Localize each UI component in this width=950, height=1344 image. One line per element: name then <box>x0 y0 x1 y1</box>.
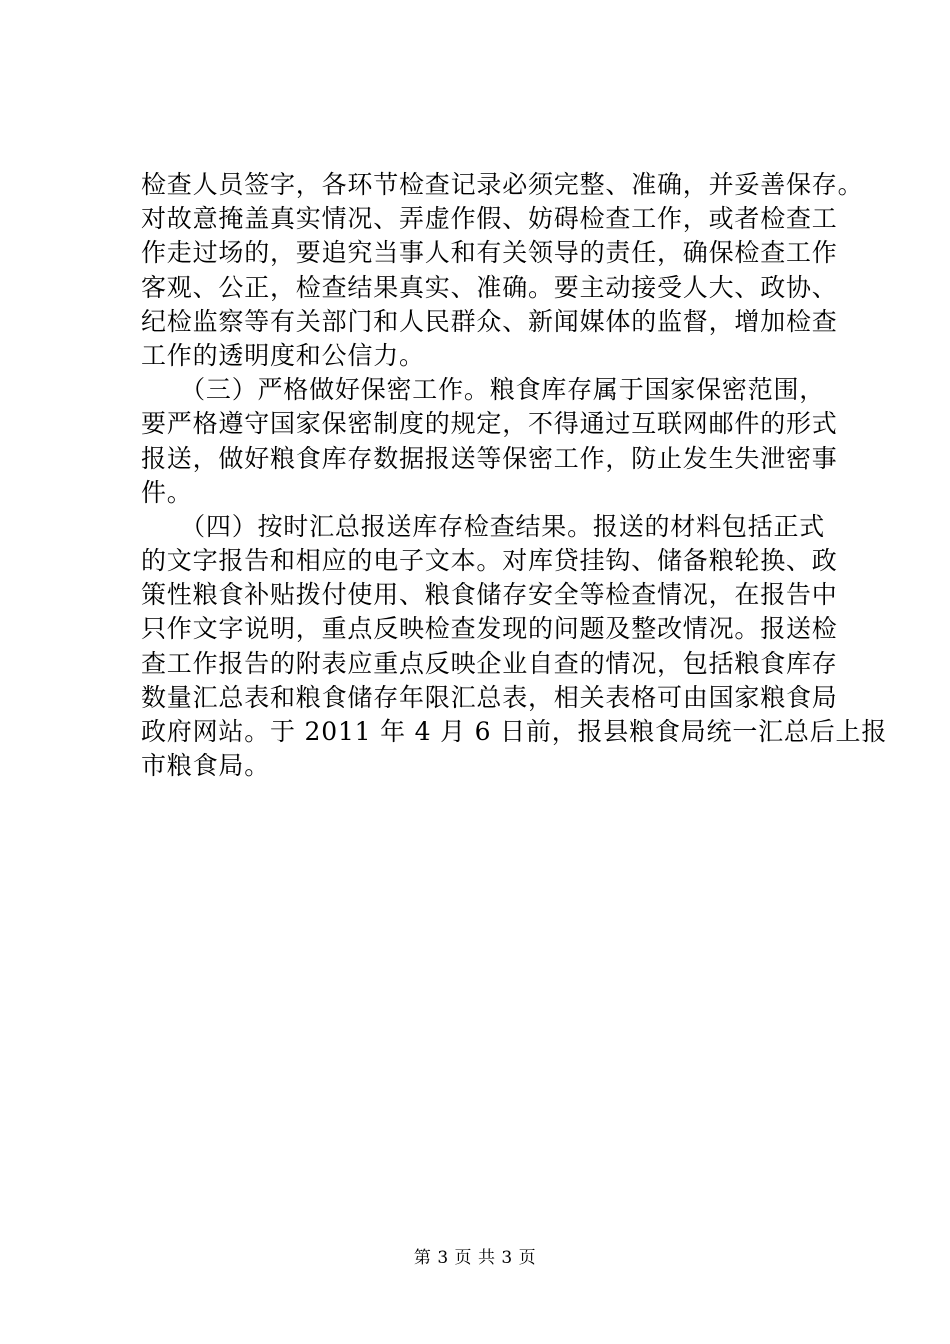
body-line: 报送，做好粮食库存数据报送等保密工作，防止发生失泄密事 <box>141 443 838 473</box>
body-line: 客观、公正，检查结果真实、准确。要主动接受人大、政协、 <box>141 272 838 302</box>
page-number-footer: 第 3 页 共 3 页 <box>413 1248 537 1268</box>
body-line: 对故意掩盖真实情况、弄虚作假、妨碍检查工作，或者检查工 <box>141 204 838 234</box>
body-line: 作走过场的，要追究当事人和有关领导的责任，确保检查工作 <box>141 238 838 268</box>
body-line: 纪检监察等有关部门和人民群众、新闻媒体的监督，增加检查 <box>141 306 838 336</box>
body-line: 市粮食局。 <box>141 751 271 781</box>
body-line: 查工作报告的附表应重点反映企业自查的情况，包括粮食库存 <box>141 648 838 678</box>
body-line: 检查人员签字，各环节检查记录必须完整、准确，并妥善保存。 <box>141 170 864 199</box>
body-line: 的文字报告和相应的电子文本。对库贷挂钩、储备粮轮换、政 <box>141 546 838 576</box>
body-line: 件。 <box>141 477 193 507</box>
body-line: 政府网站。于 2011 年 4 月 6 日前，报县粮食局统一汇总后上报 <box>141 717 888 746</box>
body-line: 策性粮食补贴拨付使用、粮食储存安全等检查情况，在报告中 <box>141 580 838 610</box>
section-four-heading-line: （四）按时汇总报送库存检查结果。报送的材料包括正式 <box>141 511 826 541</box>
document-body <box>141 168 888 783</box>
section-three-heading-line: （三）严格做好保密工作。粮食库存属于国家保密范围， <box>141 375 826 405</box>
body-line: 数量汇总表和粮食储存年限汇总表，相关表格可由国家粮食局 <box>141 682 838 712</box>
body-line: 工作的透明度和公信力。 <box>141 340 425 370</box>
body-line: 只作文字说明，重点反映检查发现的问题及整改情况。报送检 <box>141 614 838 644</box>
body-line: 要严格遵守国家保密制度的规定，不得通过互联网邮件的形式 <box>141 409 838 439</box>
